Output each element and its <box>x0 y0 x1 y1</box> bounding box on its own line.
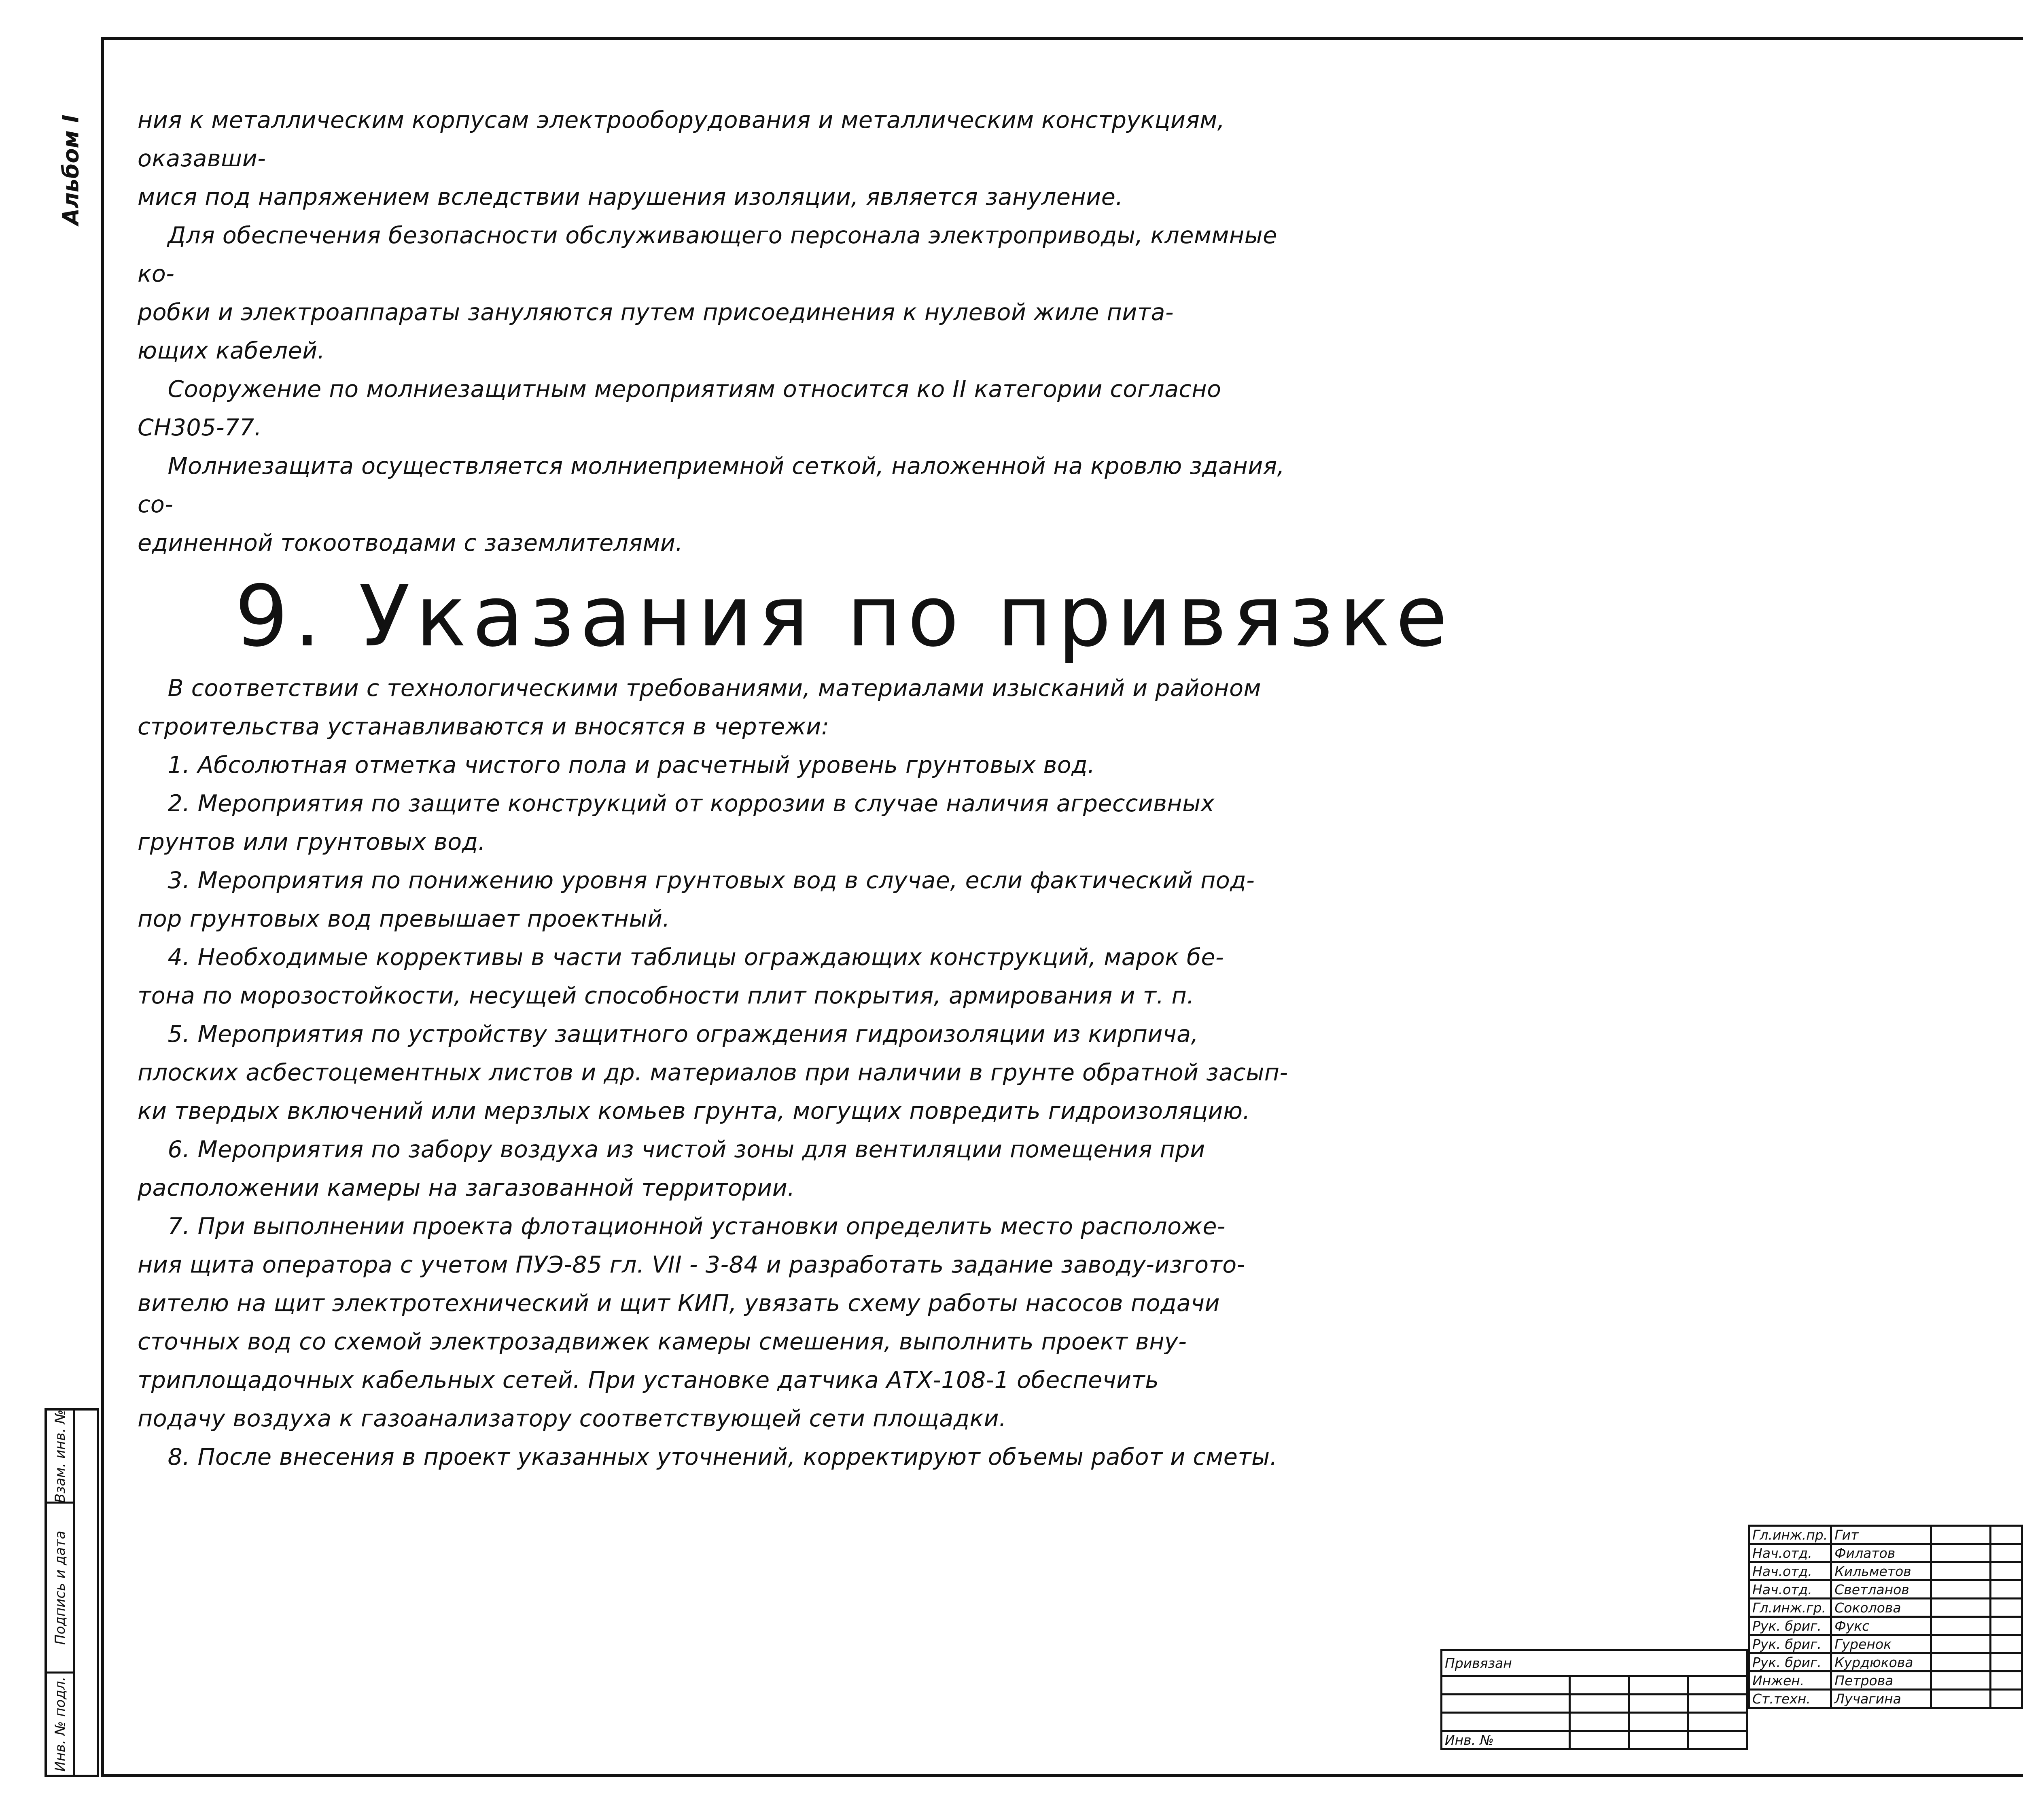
name-cell: Гит <box>1831 1526 1931 1544</box>
role-cell: Рук. бриг. <box>1749 1635 1831 1653</box>
text-line: ющих кабелей. <box>138 337 325 364</box>
text-line: ния щита оператора с учетом ПУЭ-85 гл. VII - 3-84 и разработать задание заводу-изгото- <box>138 1252 1245 1278</box>
text-line: 4. Необходимые коррективы в части таблицы ограждающих конструкций, марок бе- <box>138 944 1224 971</box>
date-cell <box>1991 1526 2022 1544</box>
text-line: 3. Мероприятия по понижению уровня грунтовых вод в случае, если фактический под- <box>138 867 1255 894</box>
vzam-inv-cell: Взам. инв. № <box>47 1411 73 1504</box>
role-cell: Рук. бриг. <box>1749 1617 1831 1635</box>
text-line: В соответствии с технологическими требованиями, материалами изысканий и районом <box>138 675 1261 702</box>
text-line: плоских асбестоцементных листов и др. материалов при наличии в грунте обратной засып- <box>138 1059 1288 1086</box>
role-cell: Нач.отд. <box>1749 1580 1831 1599</box>
text-line: 6. Мероприятия по забору воздуха из чистой зоны для вентиляции помещения при <box>138 1136 1205 1163</box>
text-line: мися под напряжением вследствии нарушения изоляции, является зануление. <box>138 184 1123 210</box>
text-line: 5. Мероприятия по устройству защитного ограждения гидроизоляции из кирпича, <box>138 1021 1199 1048</box>
text-line: строительства устанавливаются и вносятся в чертежи: <box>138 713 829 740</box>
text-line: Молниезащита осуществляется молниеприемной сеткой, наложенной на кровлю здания, со- <box>138 453 1292 518</box>
text-line: 2. Мероприятия по защите конструкций от коррозии в случае наличия агрессивных <box>138 790 1215 817</box>
name-cell: Курдюкова <box>1831 1653 1931 1672</box>
name-cell: Филатов <box>1831 1544 1931 1562</box>
text-line: грунтов или грунтовых вод. <box>138 829 486 855</box>
text-line: робки и электроаппараты зануляются путем присоединения к нулевой жиле пита- <box>138 299 1174 326</box>
binding-table <box>1440 1649 1748 1750</box>
name-cell: Фукс <box>1831 1617 1931 1635</box>
role-cell: Ст.техн. <box>1749 1690 1831 1708</box>
text-line: пор грунтовых вод превышает проектный. <box>138 906 670 932</box>
text-line: 1. Абсолютная отметка чистого пола и расчетный уровень грунтовых вод. <box>138 752 1095 778</box>
privyazan-label: Привязан <box>1442 1650 1747 1676</box>
role-cell: Нач.отд. <box>1749 1544 1831 1562</box>
name-cell: Кильметов <box>1831 1562 1931 1580</box>
text-line: вителю на щит электротехнический и щит КИП, увязать схему работы насосов подачи <box>138 1290 1220 1317</box>
role-cell: Гл.инж.пр. <box>1749 1526 1831 1544</box>
name-cell: Петрова <box>1831 1672 1931 1690</box>
text-line: тона по морозостойкости, несущей способности плит покрытия, армирования и т. п. <box>138 982 1194 1009</box>
text-line: ния к металлическим корпусам электрооборудования и металлическим конструкциям, оказавши- <box>138 107 1233 172</box>
text-line: единенной токоотводами с заземлителями. <box>138 530 683 556</box>
album-label: Альбом I <box>58 115 84 225</box>
role-cell: Нач.отд. <box>1749 1562 1831 1580</box>
text-line: 8. После внесения в проект указанных уточнений, корректируют объемы работ и сметы. <box>138 1444 1278 1470</box>
name-cell: Лучагина <box>1831 1690 1931 1708</box>
left-stamp-strip <box>45 1408 99 1777</box>
explanatory-text <box>138 101 1453 1476</box>
name-cell: Гуренок <box>1831 1635 1931 1653</box>
name-cell: Светланов <box>1831 1580 1931 1599</box>
text-line: Для обеспечения безопасности обслуживающего персонала электроприводы, клеммные ко- <box>138 222 1285 287</box>
name-cell: Соколова <box>1831 1599 1931 1617</box>
text-line: 7. При выполнении проекта флотационной установки определить место расположе- <box>138 1213 1226 1240</box>
text-line: расположении камеры на загазованной территории. <box>138 1175 795 1201</box>
left-strip-column <box>47 1411 75 1775</box>
inv-podl-cell: Инв. № подл. <box>52 1676 68 1772</box>
inv-no-label: Инв. № <box>1442 1731 1570 1749</box>
text-line: Сооружение по молниезащитным мероприятиям относится ко II категории согласно СН305-77. <box>138 376 1229 441</box>
signature-date-cell: Подпись и дата <box>47 1504 73 1674</box>
text-line: подачу воздуха к газоанализатору соответствующей сети площадки. <box>138 1405 1007 1432</box>
text-line: ки твердых включений или мерзлых комьев грунта, могущих повредить гидроизоляцию. <box>138 1098 1251 1124</box>
section-heading: 9. Указания по привязке <box>235 568 1453 666</box>
role-cell: Гл.инж.гр. <box>1749 1599 1831 1617</box>
signature-cell <box>1931 1526 1991 1544</box>
role-cell: Рук. бриг. <box>1749 1653 1831 1672</box>
text-line: триплощадочных кабельных сетей. При установке датчика АТХ-108-1 обеспечить <box>138 1367 1159 1394</box>
role-cell: Инжен. <box>1749 1672 1831 1690</box>
text-line: сточных вод со схемой электрозадвижек камеры смешения, выполнить проект вну- <box>138 1328 1187 1355</box>
signatures-table <box>1748 1525 2023 1709</box>
